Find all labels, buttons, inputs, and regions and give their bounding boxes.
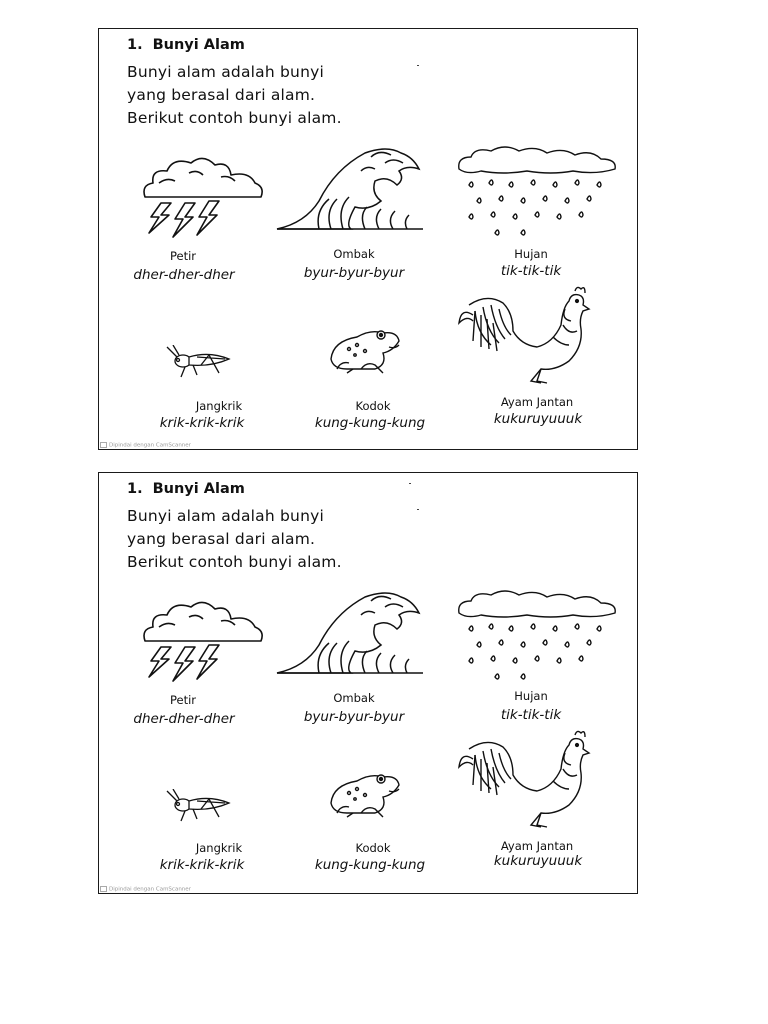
- item-name: Petir: [169, 249, 197, 263]
- item-sound: kukuruyuuuk: [493, 411, 583, 427]
- item-sound: krik-krik-krik: [159, 415, 245, 431]
- speck: [417, 65, 419, 66]
- item-sound: byur-byur-byur: [303, 265, 405, 281]
- worksheet-card: [98, 472, 638, 894]
- rooster-icon: [457, 285, 591, 387]
- intro-text: Bunyi alam adalah bunyi yang berasal dari alam. Berikut contoh bunyi alam.: [127, 63, 342, 127]
- item-name: Ayam Jantan: [500, 395, 574, 409]
- scanner-watermark: Dipindai dengan CamScanner: [100, 886, 191, 893]
- thunderstorm-icon: [137, 151, 267, 243]
- item-name: Kodok: [355, 841, 391, 855]
- cricket-icon: [163, 345, 233, 379]
- cricket-icon: [163, 789, 233, 823]
- wave-icon: [275, 145, 425, 233]
- section-heading: 1. Bunyi Alam: [127, 481, 245, 497]
- rooster-icon: [457, 729, 591, 831]
- section-heading: 1. Bunyi Alam: [127, 37, 245, 53]
- item-sound: tik-tik-tik: [500, 263, 562, 279]
- item-name: Petir: [169, 693, 197, 707]
- item-sound: krik-krik-krik: [159, 857, 245, 873]
- frog-icon: [327, 325, 403, 375]
- rain-cloud-icon: [455, 589, 621, 687]
- item-sound: byur-byur-byur: [303, 709, 405, 725]
- item-sound: dher-dher-dher: [133, 267, 235, 283]
- item-sound: kukuruyuuuk: [493, 853, 583, 869]
- item-name: Jangkrik: [195, 399, 243, 413]
- item-name: Kodok: [355, 399, 391, 413]
- item-name: Hujan: [514, 247, 548, 261]
- wave-icon: [275, 589, 425, 677]
- scanner-watermark: Dipindai dengan CamScanner: [100, 442, 191, 449]
- item-sound: dher-dher-dher: [133, 711, 235, 727]
- item-name: Jangkrik: [195, 841, 243, 855]
- speck: [409, 483, 411, 484]
- item-name: Hujan: [514, 689, 548, 703]
- worksheet-card: [98, 28, 638, 450]
- rain-cloud-icon: [455, 145, 621, 243]
- frog-icon: [327, 769, 403, 819]
- camscanner-icon: [100, 886, 107, 892]
- item-name: Ayam Jantan: [500, 839, 574, 853]
- speck: [417, 509, 419, 510]
- item-sound: kung-kung-kung: [314, 415, 426, 431]
- item-name: Ombak: [333, 691, 375, 705]
- item-sound: tik-tik-tik: [500, 707, 562, 723]
- item-name: Ombak: [333, 247, 375, 261]
- thunderstorm-icon: [137, 595, 267, 687]
- item-sound: kung-kung-kung: [314, 857, 426, 873]
- intro-text: Bunyi alam adalah bunyi yang berasal dari alam. Berikut contoh bunyi alam.: [127, 507, 342, 571]
- camscanner-icon: [100, 442, 107, 448]
